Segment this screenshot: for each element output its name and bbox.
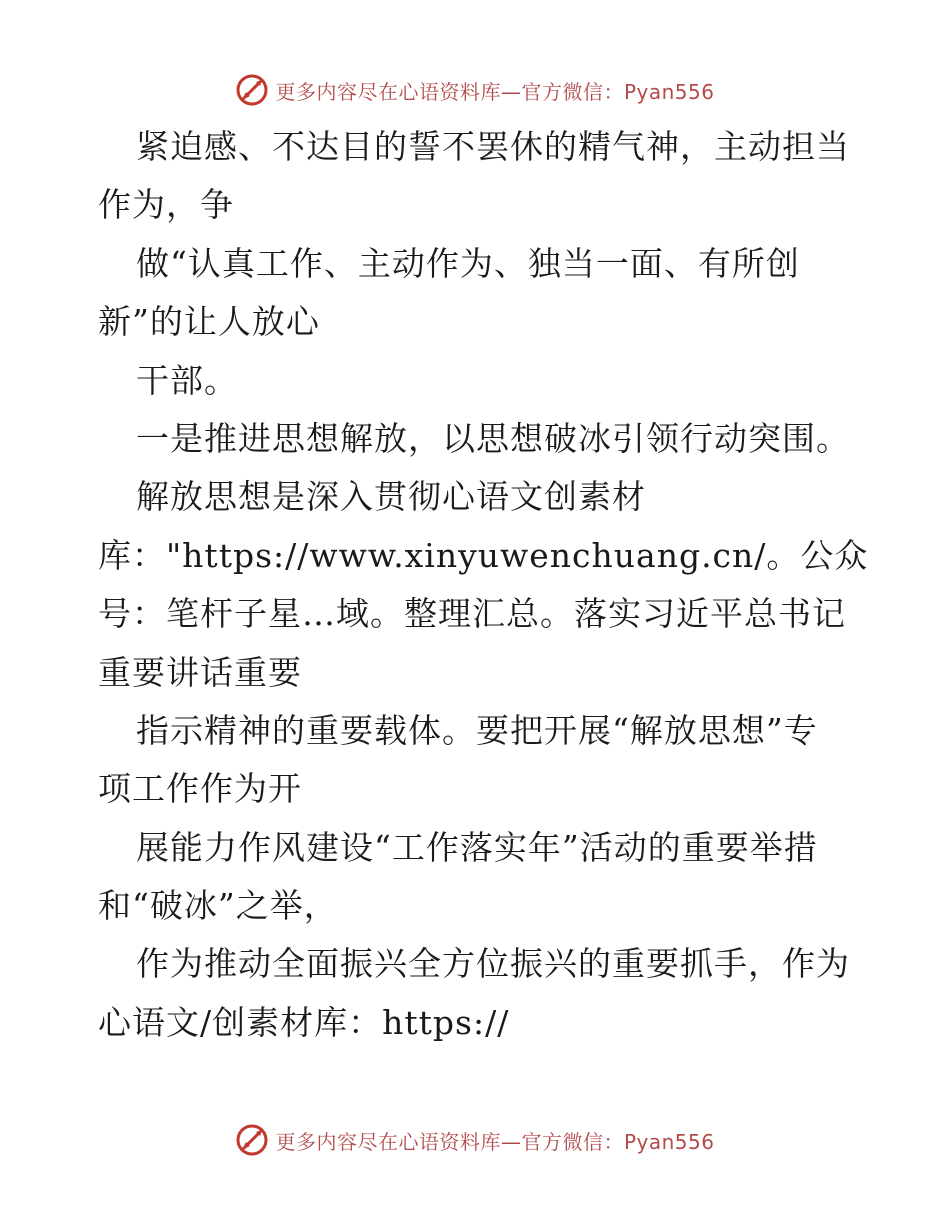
text-line: 展能力作风建设“工作落实年”活动的重要举措 (136, 827, 818, 867)
text-line: 作为，争 (98, 185, 234, 225)
watermark-text: 更多内容尽在心语资料库—官方微信：Pyan556 (275, 79, 715, 104)
text-line: 做“认真工作、主动作为、独当一面、有所创 (136, 243, 800, 283)
footer-watermark (0, 1120, 950, 1160)
text-line: 指示精神的重要载体。要把开展“解放思想”专 (136, 710, 818, 750)
text-line: 重要讲话重要 (98, 652, 302, 692)
text-line: 心语文/创素材库：https:// (98, 1002, 510, 1042)
text-line: 号：笔杆子星…域。整理汇总。落实习近平总书记 (98, 594, 846, 634)
text-line: 和“破冰”之举， (98, 886, 338, 926)
text-line: 干部。 (136, 360, 238, 400)
text-line: 项工作作为开 (98, 769, 302, 809)
text-line: 库："https://www.xinyuwenchuang.cn/。公众 (98, 535, 869, 575)
watermark-text: 更多内容尽在心语资料库—官方微信：Pyan556 (275, 1129, 715, 1154)
header-watermark (0, 70, 950, 110)
text-line: 一是推进思想解放，以思想破冰引领行动突围。 (136, 418, 850, 458)
quill-logo-icon (235, 73, 269, 107)
text-line: 作为推动全面振兴全方位振兴的重要抓手，作为 (136, 944, 850, 984)
text-line: 解放思想是深入贯彻心语文创素材 (136, 477, 646, 517)
text-line: 新”的让人放心 (98, 302, 320, 342)
document-body (98, 118, 869, 1052)
quill-logo-icon (235, 1123, 269, 1157)
text-line: 紧迫感、不达目的誓不罢休的精气神，主动担当 (136, 127, 850, 166)
